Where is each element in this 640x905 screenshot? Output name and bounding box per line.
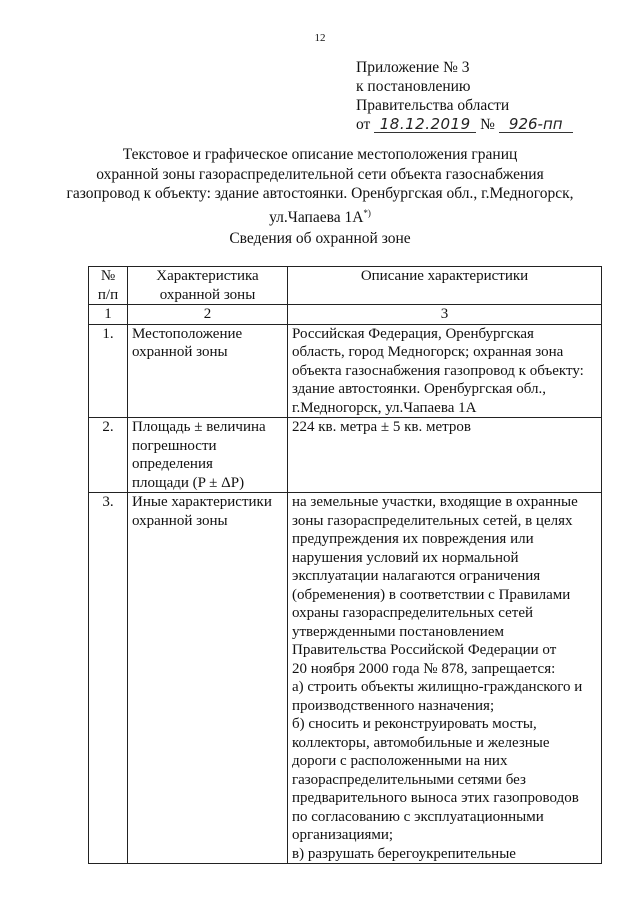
row-number: 1. bbox=[89, 324, 128, 418]
title-line-4 bbox=[0, 204, 640, 228]
header-description: Описание характеристики bbox=[288, 267, 602, 305]
table-header-row bbox=[89, 267, 602, 305]
column-number-3: 3 bbox=[288, 305, 602, 325]
table-column-numbers-row bbox=[89, 305, 602, 325]
row-description: 224 кв. метра ± 5 кв. метров bbox=[288, 418, 602, 493]
title-line-3: газопровод к объекту: здание автостоянки. Оренбургская обл., г.Медногорск, bbox=[66, 185, 574, 202]
column-number-1: 1 bbox=[89, 305, 128, 325]
appendix-government: Правительства области bbox=[356, 97, 510, 114]
row-description: на земельные участки, входящие в охранные зоны газораспределительных сетей, в целях предупреждения их повреждения или нарушения условий их нормальной эксплуатации налагаются ограничения (обременения) в соответствии с Правилами охраны газораспределительных сетей утвержденными постановлением Правительства Российской Федерации от 20 ноября 2000 года № 878, запрещается: а) строить объекты жилищно-гражданского и производственного назначения; б) сносить и реконструировать мосты, коллекторы, автомобильные и железные дороги с расположенными на них газораспределительными сетями без предварительного выноса этих газопроводов по согласованию с эксплуатационными организациями; в) разрушать берегоукрепительные bbox=[288, 493, 602, 864]
header-number: № п/п bbox=[89, 267, 128, 305]
footnote-mark: *) bbox=[363, 207, 371, 218]
row-characteristic: Площадь ± величина погрешности определения площади (P ± ΔP) bbox=[128, 418, 288, 493]
zone-info-table bbox=[88, 266, 602, 864]
table-row bbox=[89, 324, 602, 418]
section-subtitle: Сведения об охранной зоне bbox=[229, 230, 411, 247]
row-number: 3. bbox=[89, 493, 128, 864]
title-address: ул.Чапаева 1А bbox=[269, 208, 364, 226]
title-line-2: охранной зоны газораспределительной сети объекта газоснабжения bbox=[96, 165, 544, 183]
row-characteristic: Местоположение охранной зоны bbox=[128, 324, 288, 418]
column-number-2: 2 bbox=[128, 305, 288, 325]
appendix-block bbox=[356, 58, 573, 134]
handwritten-number: 926-пп bbox=[499, 117, 573, 133]
document-title bbox=[0, 145, 640, 227]
row-characteristic: Иные характеристики охранной зоны bbox=[128, 493, 288, 864]
appendix-resolution: к постановлению bbox=[356, 78, 471, 95]
appendix-title: Приложение № 3 bbox=[356, 59, 470, 76]
title-line-1: Текстовое и графическое описание местоположения границ bbox=[122, 146, 518, 163]
row-description: Российская Федерация, Оренбургская область, город Медногорск; охранная зона объекта газоснабжения газопровод к объекту: здание автостоянки. Оренбургская обл., г.Медногорск, ул.Чапаева 1А bbox=[288, 324, 602, 418]
number-label: № bbox=[480, 116, 495, 133]
appendix-date-line bbox=[356, 115, 573, 134]
header-characteristic: Характеристика охранной зоны bbox=[128, 267, 288, 305]
handwritten-date: 18.12.2019 bbox=[374, 117, 476, 133]
page-number: 12 bbox=[314, 32, 326, 44]
from-label: от bbox=[356, 116, 371, 133]
row-number: 2. bbox=[89, 418, 128, 493]
table-row bbox=[89, 418, 602, 493]
table-row bbox=[89, 493, 602, 864]
